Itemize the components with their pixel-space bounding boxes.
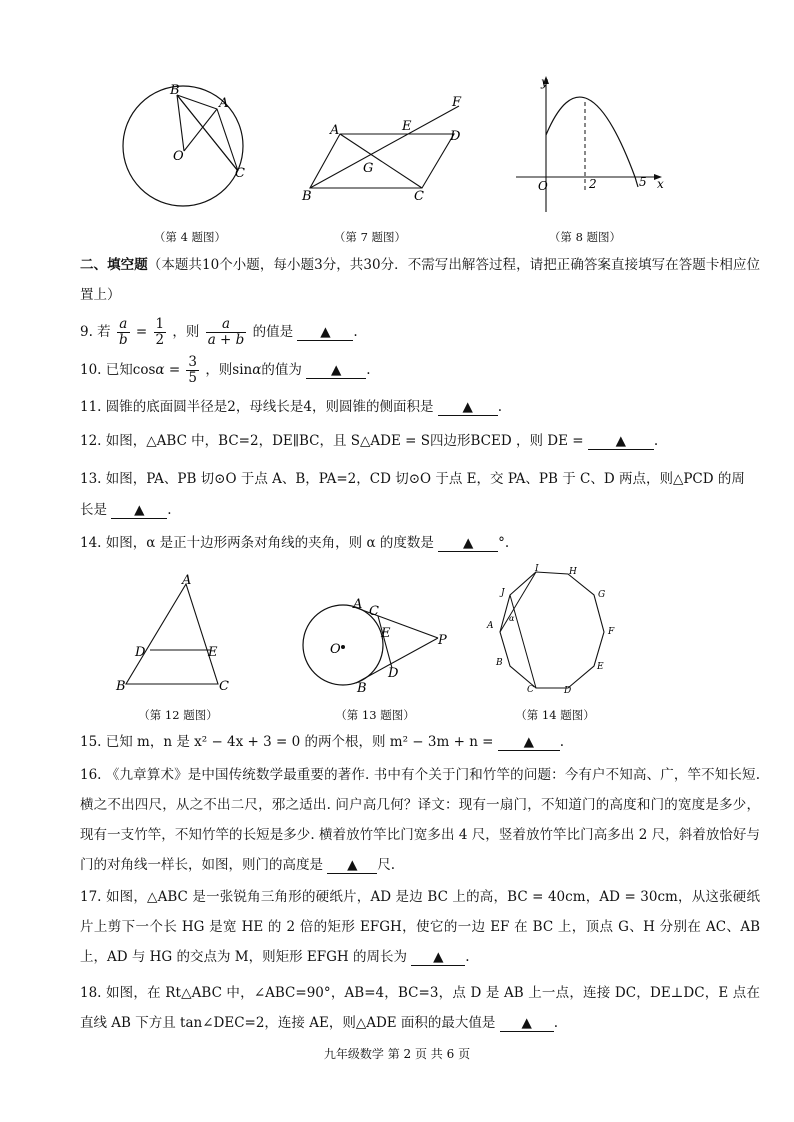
label-O: O bbox=[330, 642, 341, 657]
label-E: E bbox=[402, 119, 412, 134]
question-14: 14. 如图，α 是正十边形两条对角线的夹角，则 α 的度数是 ▲ °. bbox=[80, 535, 510, 551]
section-header bbox=[80, 250, 760, 310]
label-C: C bbox=[235, 166, 245, 181]
label-D: D bbox=[135, 645, 146, 660]
figure-4 bbox=[115, 78, 265, 218]
question-18: 18. 如图，在 Rt△ABC 中，∠ABC=90°，AB=4，BC=3，点 D 是 AB 上一点，连接 DC，DE⊥DC，E 点在直线 AB 下方且 tan∠DEC=2，连接 AE，则△ADE 面积的最大值是 ▲ . bbox=[80, 985, 760, 1031]
label-x: x bbox=[657, 177, 664, 191]
label-G: G bbox=[598, 590, 606, 600]
question-15: 15. 已知 m，n 是 x² − 4x + 3 = 0 的两个根，则 m² − 3m + n = ▲ . bbox=[80, 734, 565, 750]
answer-blank: ▲ bbox=[588, 433, 654, 450]
answer-blank: ▲ bbox=[438, 535, 498, 552]
question-16: 16. 《九章算术》是中国传统数学最重要的著作. 书中有个关于门和竹竿的问题：今有户不知高、广，竿不知长短. 横之不出四尺，从之不出二尺，邪之适出. 问户高几何？译文：现有一扇门，不知道门的高度和门的宽度是多少，现有一支竹竿，不知竹竿的长短是多少. 横着放竹竿比门宽多出 4 尺，竖着放竹竿比门高多出 2 尺，斜着放恰好与门的对角线一样长，如图，则门的高度是 ▲ 尺. bbox=[80, 767, 760, 873]
label-D: D bbox=[450, 129, 461, 144]
label-E: E bbox=[381, 626, 391, 641]
question-13: 13. 如图，PA、PB 切⊙O 于点 A、B，PA=2，CD 切⊙O 于点 E，交 PA、PB 于 C、D 两点，则△PCD 的周 bbox=[80, 471, 745, 487]
label-A: A bbox=[353, 597, 363, 612]
answer-blank: ▲ bbox=[297, 324, 353, 341]
label-F: F bbox=[608, 627, 615, 637]
label-F: F bbox=[452, 95, 462, 110]
label-2: 2 bbox=[589, 177, 597, 191]
label-E: E bbox=[597, 662, 604, 672]
label-A: A bbox=[182, 573, 192, 588]
label-C: C bbox=[219, 679, 229, 694]
label-B: B bbox=[170, 83, 180, 98]
label-G: G bbox=[363, 161, 374, 176]
answer-blank: ▲ bbox=[327, 857, 377, 874]
caption-fig8: （第 8 题图） bbox=[548, 230, 622, 244]
label-C: C bbox=[369, 604, 379, 619]
question-11: 11. 圆锥的底面圆半径是2，母线长是4，则圆锥的侧面积是 ▲ . bbox=[80, 399, 503, 415]
label-B: B bbox=[496, 658, 503, 668]
label-C: C bbox=[414, 189, 424, 204]
figure-14 bbox=[480, 562, 630, 702]
question-10: 10. 已知cosα = $\frac{3}{5}$ ，则sinα的值为 ▲ . bbox=[80, 354, 371, 386]
caption-fig4: （第 4 题图） bbox=[153, 230, 227, 244]
label-B: B bbox=[357, 681, 367, 696]
caption-fig7: （第 7 题图） bbox=[333, 230, 407, 244]
label-O: O bbox=[538, 179, 548, 193]
label-B: B bbox=[116, 679, 126, 694]
label-5: 5 bbox=[639, 175, 647, 189]
answer-blank: ▲ bbox=[498, 734, 560, 751]
answer-blank: ▲ bbox=[438, 399, 498, 416]
answer-blank: ▲ bbox=[306, 362, 366, 379]
figure-8 bbox=[510, 72, 670, 222]
page-footer: 九年级数学 第 2 页 共 6 页 bbox=[323, 1047, 471, 1061]
figure-12 bbox=[112, 572, 242, 697]
label-B: B bbox=[302, 189, 312, 204]
label-P: P bbox=[438, 633, 447, 648]
label-y: y bbox=[541, 75, 548, 89]
caption-fig12: （第 12 题图） bbox=[138, 708, 218, 722]
question-9: 9. 若 $\frac{a}{b}$ = $\frac{1}{2}$ ，则 $\frac{a}{a + b}$ 的值是 ▲ . bbox=[80, 316, 358, 348]
caption-fig14: （第 14 题图） bbox=[515, 708, 595, 722]
label-E: E bbox=[208, 645, 218, 660]
question-17: 17. 如图，△ABC 是一张锐角三角形的硬纸片，AD 是边 BC 上的高，BC = 40cm，AD = 30cm，从这张硬纸片上剪下一个长 HG 是宽 HE 的 2 倍的矩形 EFGH，使它的一边 EF 在 BC 上，顶点 G、H 分别在 AC、AB 上，AD 与 HG 的交点为 M，则矩形 EFGH 的周长为 ▲ . bbox=[80, 889, 760, 965]
answer-blank: ▲ bbox=[500, 1015, 554, 1032]
label-D: D bbox=[388, 666, 399, 681]
figure-7 bbox=[296, 90, 476, 210]
label-C: C bbox=[527, 685, 534, 695]
label-H: H bbox=[569, 567, 577, 577]
section-title: 二、填空题 bbox=[80, 257, 148, 273]
answer-blank: ▲ bbox=[111, 502, 167, 519]
label-A: A bbox=[219, 96, 229, 111]
section-intro: （本题共10个小题，每小题3分，共30分．不需写出解答过程，请把正确答案直接填写在答题卡相应位置上） bbox=[80, 257, 760, 303]
question-12: 12. 如图，△ABC 中，BC=2，DE∥BC，且 S△ADE = S四边形BCED ，则 DE = ▲ . bbox=[80, 433, 659, 449]
question-13-cont: 长是 ▲ . bbox=[80, 502, 172, 518]
figure-13 bbox=[298, 590, 463, 700]
label-A: A bbox=[330, 123, 340, 138]
label-A: A bbox=[487, 621, 494, 631]
caption-fig13: （第 13 题图） bbox=[335, 708, 415, 722]
label-D: D bbox=[564, 686, 572, 696]
label-J: J bbox=[501, 588, 505, 598]
label-I: I bbox=[535, 564, 539, 574]
label-O: O bbox=[173, 149, 184, 164]
answer-blank: ▲ bbox=[411, 949, 465, 966]
label-alpha: α bbox=[509, 614, 515, 623]
